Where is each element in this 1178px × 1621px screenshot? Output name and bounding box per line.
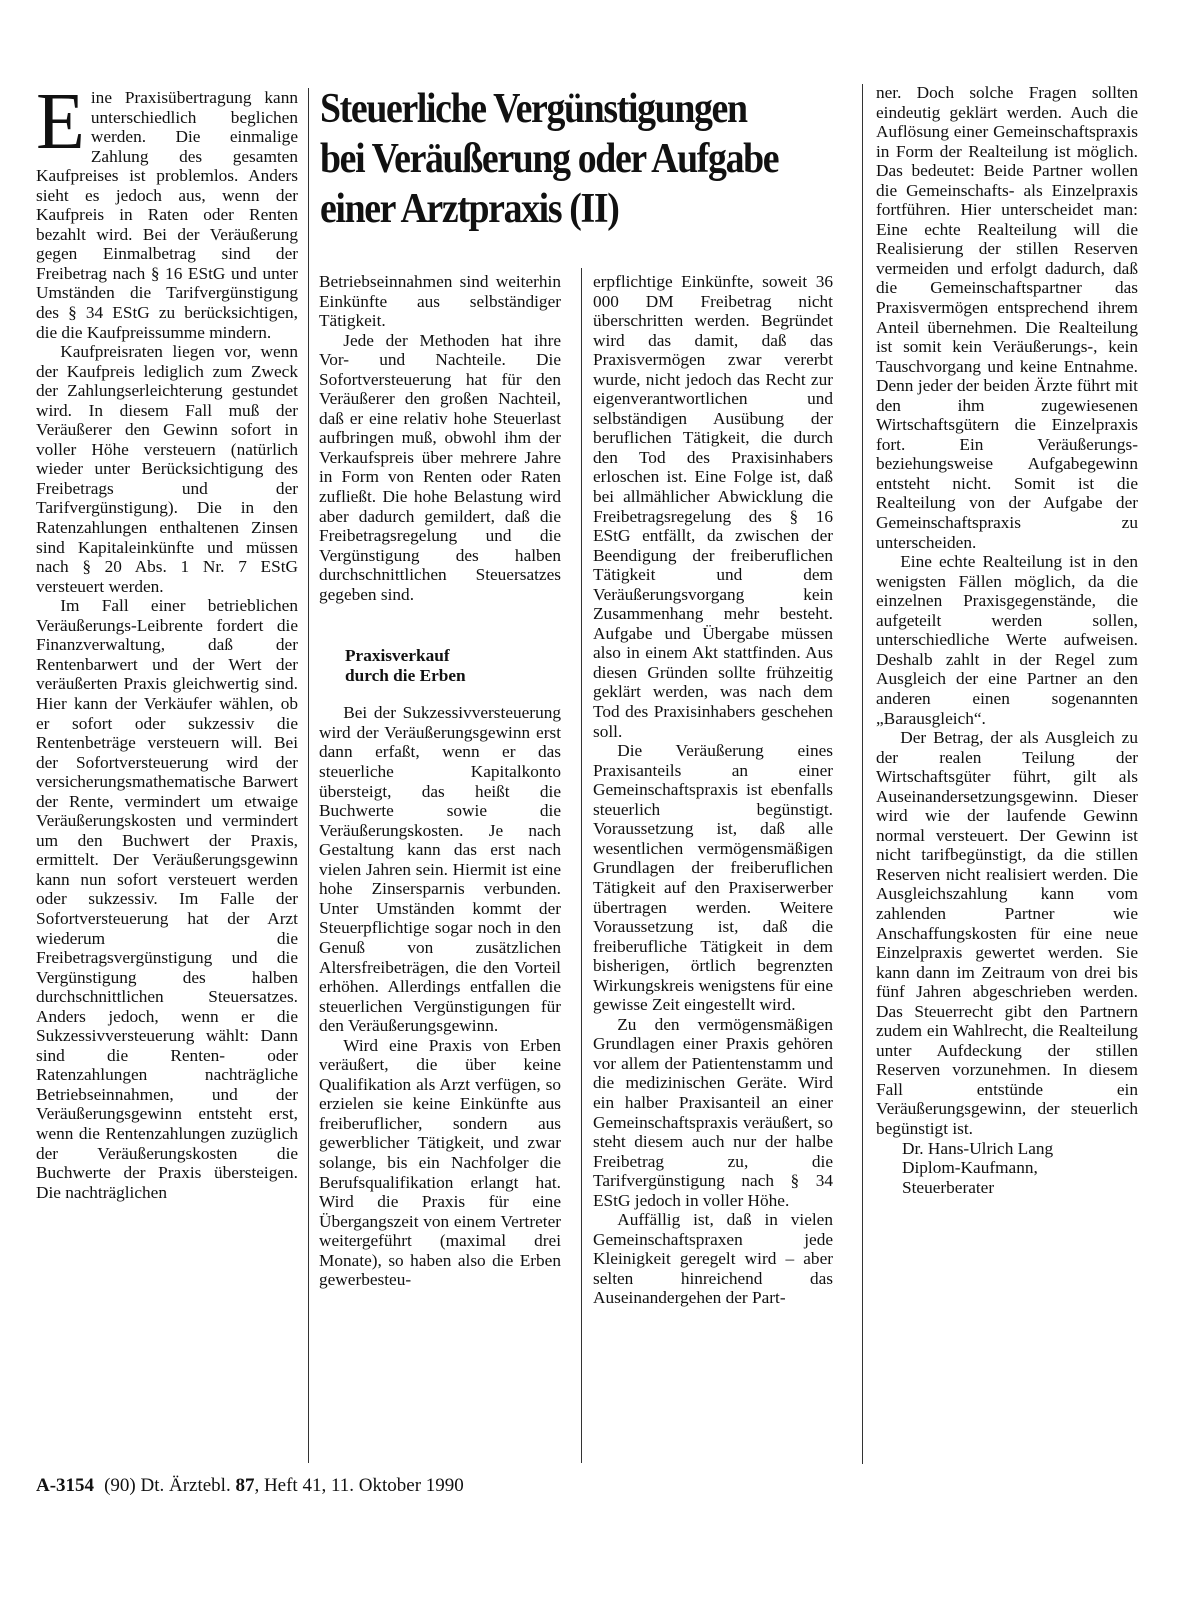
paragraph: Jede der Methoden hat ihre Vor- und Nachteile. Die Sofortversteuerung hat für den Veräußerer den großen Nachteil, daß er eine relativ hohe Steuerlast aufbringen muß, obwohl ihm der Verkaufspreis über mehrere Jahre in Form von Renten oder Raten zufließt. Die hohe Belastung wird aber dadurch gemildert, daß die Freibetragsregelung und die Vergünstigung des halben durchschnittlichen Steuersatzes gegeben sind. <box>319 330 561 604</box>
paragraph: Wird eine Praxis von Erben veräußert, die über keine Qualifikation als Arzt verfügen, so erzielen sie keine Einkünfte aus freiberuflicher, sondern aus gewerblicher Tätigkeit, und zwar solange, bis ein Nachfolger die Berufsqualifikation erlangt hat. Wird die Praxis für eine Übergangszeit von einem Vertreter weitergeführt (maximal drei Monate), so haben also die Erben gewerbesteu- <box>319 1035 561 1290</box>
drop-cap: E <box>36 78 85 166</box>
page-footer <box>36 1475 464 1497</box>
paragraph: Betriebseinnahmen sind weiterhin Einkünfte aus selbständiger Tätigkeit. <box>319 272 561 331</box>
author-signature <box>876 1139 1138 1198</box>
paragraph: Im Fall einer betrieblichen Veräußerungs-Leibrente fordert die Finanzverwaltung, daß der Rentenbarwert und der Wert der veräußerten Praxis gleichwertig sind. Hier kann der Verkäufer wählen, ob er sofort oder sukzessiv die Rentenbeträge versteuern will. Bei der Sofortversteuerung wird der versicherungsmathematische Barwert der Rente, vermindert um etwaige Veräußerungskosten und vermindert um den Buchwert der Praxis, ermittelt. Der Veräußerungsgewinn kann nun sofort versteuert werden oder sukzessiv. Im Falle der Sofortversteuerung hat der Arzt wiederum die Freibetragsvergünstigung und die Vergünstigung des halben durchschnittlichen Steuersatzes. Anders jedoch, wenn er die Sukzessivversteuerung wählt: Dann sind die Renten- oder Ratenzahlungen nachträgliche Betriebseinnahmen, und der Veräußerungsgewinn entsteht erst, wenn die Rentenzahlungen zuzüglich der Veräußerungskosten die Buchwerte der Praxis übersteigen. Die nachträglichen <box>36 596 298 1202</box>
author-name: Dr. Hans-Ulrich Lang <box>902 1138 1054 1158</box>
paragraph-text: ine Praxisübertragung kann unterschiedlich beglichen werden. Die einmalige Zahlung des gesamten Kaufpreises ist problemlos. Anders sieht es jedoch aus, wenn der Kaufpreis in Raten oder Renten bezahlt wird. Bei der Veräußerung gegen Einmalbetrag sind der Freibetrag nach § 16 EStG und unter Umständen die Tarifvergünstigung des § 34 EStG zu berücksichtigen, die die Kaufpreissumme mindern. <box>36 88 298 342</box>
volume-number: 87 <box>235 1475 255 1496</box>
paragraph: ner. Doch solche Fragen sollten eindeutig geklärt werden. Auch die Auflösung einer Gemeinschaftspraxis in Form der Realteilung ist möglich. Das bedeutet: Beide Partner wollen die Gemeinschafts- als Einzelpraxis fortführen. Hier unterscheidet man: Eine echte Realteilung will die Realisierung der stillen Reserven vermeiden und erfolgt dadurch, daß die Gemeinschaftspartner das Praxisvermögen entsprechend ihrem Anteil übernehmen. Die Realteilung ist somit kein Veräußerungs-, kein Tauschvorgang und keine Entnahme. Denn jeder der beiden Ärzte führt mit den ihm zugewiesenen Wirtschaftsgütern die Einzelpraxis fort. Ein Veräußerungs- beziehungsweise Aufgabegewinn entsteht nicht. Somit ist die Realteilung von der Aufgabe der Gemeinschaftspraxis zu unterscheiden. <box>876 83 1138 552</box>
paragraph: Zu den vermögensmäßigen Grundlagen einer Praxis gehören vor allem der Patientenstamm und die medizinischen Geräte. Wird ein halber Praxisanteil an einer Gemeinschaftspraxis veräußert, so steht diesem auch nur der halbe Freibetrag zu, die Tarifvergünstigung nach § 34 EStG jedoch in voller Höhe. <box>593 1014 833 1210</box>
page-code: A-3154 <box>36 1475 95 1496</box>
paragraph: erpflichtige Einkünfte, soweit 36 000 DM Freibetrag nicht überschritten werden. Begründet wird das damit, daß das Praxisvermögen zwar vererbt wurde, nicht jedoch das Recht zur eigenverantwortlichen und selbständigen Ausübung der beruflichen Tätigkeit, die durch den Tod des Praxisinhabers erloschen ist. Eine Folge ist, daß bei allmählicher Abwicklung die Freibetragsregelung des § 16 EStG entfällt, da zwischen der Beendigung der freiberuflichen Tätigkeit und dem Veräußerungsvorgang kein Zusammenhang mehr besteht. Aufgabe und Übergabe müssen also in einem Akt stattfinden. Aus diesen Gründen sollte frühzeitig geklärt werden, was nach dem Tod des Praxisinhabers geschehen soll. <box>593 272 833 741</box>
paragraph: Bei der Sukzessivversteuerung wird der Veräußerungsgewinn erst dann erfaßt, wenn er das steuerliche Kapitalkonto übersteigt, das heißt die Buchwerte sowie die Veräußerungskosten. Je nach Gestaltung kann das erst nach vielen Jahren sein. Hiermit ist eine hohe Zinsersparnis verbunden. Unter Umständen kommt der Steuerpflichtige sogar noch in den Genuß von zusätzlichen Altersfreibeträgen, die den Vorteil erhöhen. Allerdings entfallen die steuerlichen Vergünstigungen für den Veräußerungsgewinn. <box>319 703 561 1036</box>
section-subheading <box>319 646 561 685</box>
article-headline: Steuerliche Vergünstigungen bei Veräußerung oder Aufgabe einer Arztpraxis (II) <box>320 86 779 232</box>
text-column-1 <box>36 78 298 1202</box>
column-rule-3 <box>862 84 863 1464</box>
citation-suffix: , Heft 41, 11. Oktober 1990 <box>254 1475 464 1496</box>
paragraph: Auffällig ist, daß in vielen Gemeinschaftspraxen jede Kleinigkeit geregelt wird – aber selten hinreichend das Auseinandergehen der Part- <box>593 1210 833 1308</box>
paragraph: Kaufpreisraten liegen vor, wenn der Kaufpreis lediglich zum Zweck der Zahlungserleichterung gestundet wird. In diesem Fall muß der Veräußerer den Gewinn sofort in voller Höhe versteuern (natürlich wieder unter Berücksichtigung des Freibetrags und der Tarifvergünstigung). Die in den Ratenzahlungen enthaltenen Zinsen sind Kapitaleinkünfte und müssen nach § 20 Abs. 1 Nr. 7 EStG versteuert werden. <box>36 342 298 596</box>
text-column-2 <box>319 272 561 1290</box>
author-title: Diplom-Kaufmann, <box>902 1158 1038 1178</box>
column-rule-1 <box>308 88 309 1463</box>
paragraph: Der Betrag, der als Ausgleich zu der realen Teilung der Wirtschaftsgüter führt, gilt als Auseinandersetzungsgewinn. Dieser wird wie der laufende Gewinn normal versteuert. Der Gewinn ist nicht tarifbegünstigt, da die stillen Reserven nicht realisiert werden. Die Ausgleichszahlung kann vom zahlenden Partner wie Anschaffungskosten für eine neue Einzelpraxis gewertet werden. Sie kann dann im Zeitraum von drei bis fünf Jahren abgeschrieben werden. Das Steuerrecht gibt den Partnern zudem ein Wahlrecht, die Realteilung unter Aufdeckung der stillen Reserven vorzunehmen. In diesem Fall entstünde ein Veräußerungsgewinn, der steuerlich begünstigt ist. <box>876 728 1138 1138</box>
citation-prefix: (90) Dt. Ärztebl. <box>104 1475 231 1496</box>
paragraph: Die Veräußerung eines Praxisanteils an einer Gemeinschaftspraxis ist ebenfalls steuerlich begünstigt. Voraussetzung ist, daß alle wesentlichen vermögensmäßigen Grundlagen der freiberuflichen Tätigkeit auf den Praxiserwerber übertragen werden. Weitere Voraussetzung ist, daß die freiberufliche Tätigkeit in dem bisherigen, örtlich begrenzten Wirkungskreis wenigstens für eine gewisse Zeit eingestellt wird. <box>593 741 833 1015</box>
text-column-4 <box>876 83 1138 1197</box>
column-rule-2 <box>581 268 582 1463</box>
paragraph <box>36 78 298 342</box>
text-column-3 <box>593 272 833 1308</box>
subheading-line: durch die Erben <box>345 665 466 685</box>
subheading-line: Praxisverkauf <box>345 646 450 666</box>
author-title: Steuerberater <box>902 1177 995 1197</box>
paragraph: Eine echte Realteilung ist in den wenigsten Fällen möglich, da die einzelnen Praxisgegenstände, die aufgeteilt werden sollen, unterschiedliche Werte aufweisen. Deshalb zahlt in der Regel zum Ausgleich der eine Partner an den anderen einen sogenannten „Barausgleich“. <box>876 552 1138 728</box>
